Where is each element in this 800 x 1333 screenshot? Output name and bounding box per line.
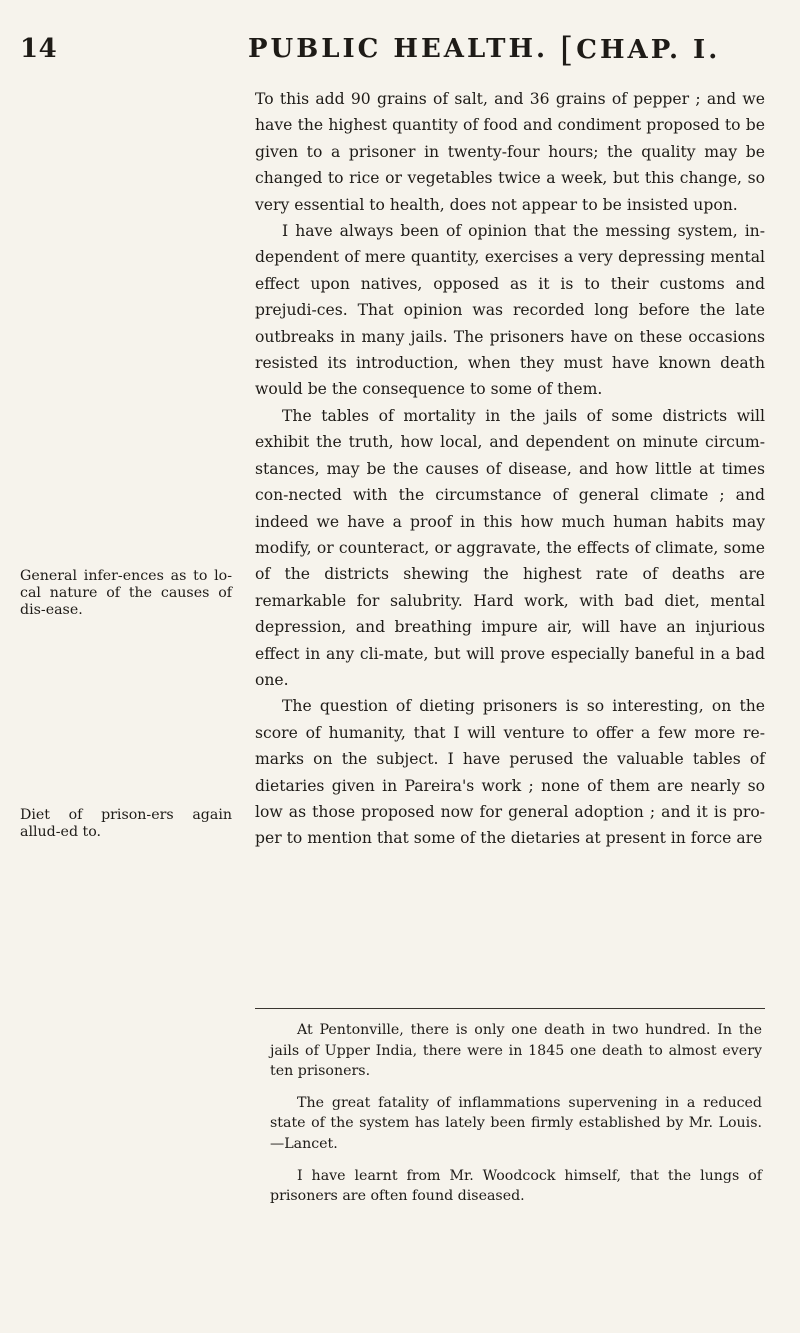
chapter-reference-text: CHAP. I. xyxy=(576,35,721,65)
main-text xyxy=(255,86,765,852)
page-header xyxy=(0,0,800,90)
footnote: At Pentonville, there is only one death in two hundred. In the jails of Upper India, there were in 1845 one death to almost every ten prisoners. xyxy=(270,1022,762,1080)
footnotes xyxy=(270,1020,762,1218)
footnote-divider xyxy=(255,1008,765,1009)
paragraph: The tables of mortality in the jails of some districts will exhibit the truth, how local, and dependent on minute circum-stances, may be the causes of disease, and how little at times con-nected with the circumstance of general climate ; and indeed we have a proof in this how much human habits may modify, or counteract, or aggravate, the effects of climate, some of the districts shewing the highest rate of deaths are remarkable for salubrity. Hard work, with bad diet, mental depression, and breathing impure air, will have an injurious effect in any cli-mate, but will prove especially baneful in a bad one. xyxy=(255,406,765,689)
chapter-reference: [CHAP. I. xyxy=(560,30,721,70)
running-title: PUBLIC HEALTH. xyxy=(248,34,549,64)
page-number: 14 xyxy=(20,34,58,64)
side-note-causes-of-disease: General infer-ences as to lo-cal nature of the causes of dis-ease. xyxy=(20,568,232,618)
paragraph: I have always been of opinion that the messing system, in-dependent of mere quantity, exercises a very depressing mental effect upon natives, opposed as it is to their customs and prejudi-ces. That opinion was recorded long before the late outbreaks in many jails. The prisoners have on these occasions resisted its introduction, when they must have known death would be the consequence to some of them. xyxy=(255,222,765,399)
side-note-diet-of-prisoners: Diet of prison-ers again allud-ed to. xyxy=(20,807,232,840)
footnote: The great fatality of inflammations supervening in a reduced state of the system has lately been firmly established by Mr. Louis.—Lancet. xyxy=(270,1094,762,1152)
footnote: I have learnt from Mr. Woodcock himself, that the lungs of prisoners are often found diseased. xyxy=(270,1167,762,1205)
paragraph: The question of dieting prisoners is so interesting, on the score of humanity, that I will venture to offer a few more re-marks on the subject. I have perused the valuable tables of dietaries given in Pareira's work ; none of them are nearly so low as those proposed now for general adoption ; and it is pro-per to mention that some of the dietaries at present in force are xyxy=(255,697,765,848)
paragraph: To this add 90 grains of salt, and 36 grains of pepper ; and we have the highest quantity of food and condiment proposed to be given to a prisoner in twenty-four hours; the quality may be changed to rice or vegetables twice a week, but this change, so very essential to health, does not appear to be insisted upon. xyxy=(255,90,765,214)
